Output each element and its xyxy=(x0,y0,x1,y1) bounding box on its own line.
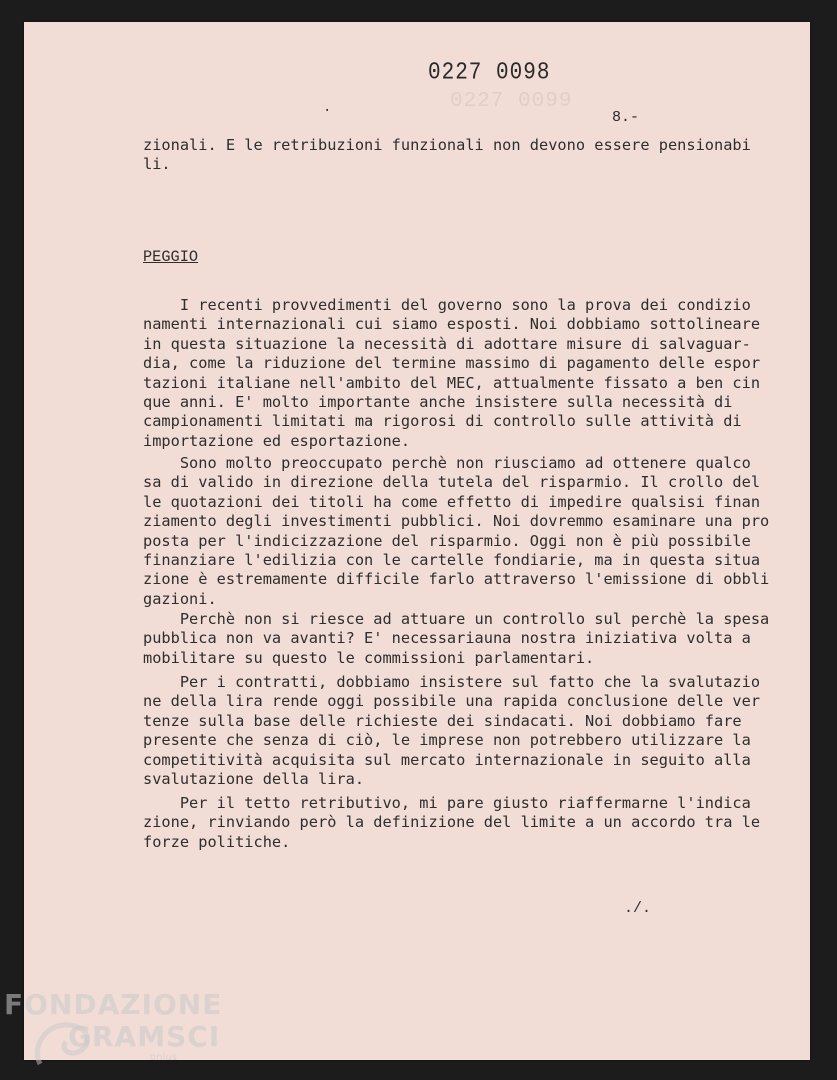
opening-lines: zionali. E le retribuzioni funzionali non devono essere pensionabi li. xyxy=(143,136,751,174)
paragraph-4: Per i contratti, dobbiamo insistere sul fatto che la svalutazio ne della lira rende oggi possibile una rapida conclusione delle ver tenze sulla base delle richieste dei sindacati. Noi dobbiamo fare presente che senza di ciò, le imprese non potrebbero utilizzare la competitività acquisita sul mercato internazionale in seguito alla svalutazione della lira. xyxy=(143,673,761,789)
section-heading: PEGGIO xyxy=(143,248,199,266)
watermark-line1: FONDAZIONE xyxy=(4,988,223,1021)
watermark-suffix: onlus xyxy=(150,1052,177,1063)
archive-stamp-number: 0227 0098 xyxy=(428,60,551,87)
watermark-logo xyxy=(0,984,230,1080)
page-mark-dot: . xyxy=(323,100,332,116)
paragraph-5: Per il tetto retributivo, mi pare giusto riaffermarne l'indica zione, rinviando però la definizione del limite a un accordo tra le forze politiche. xyxy=(143,794,761,851)
bleed-through-stamp: 0227 0099 xyxy=(450,90,573,113)
watermark-line2: GRAMSCI xyxy=(68,1020,221,1053)
paragraph-1: I recenti provvedimenti del governo sono la prova dei condizio namenti internazionali cui siamo esposti. Noi dobbiamo sottolineare in questa situazione la necessità di adottare misure di salvaguar- dia, come la riduzione del termine massimo di pagamento delle espor tazioni italiane nell'ambito del MEC, attualmente fissato a ben cin que anni. E' molto importante anche insistere sulla necessità di campionamenti limitati ma rigorosi di controllo sulle attività di importazione ed esportazione. xyxy=(143,296,761,450)
paragraph-3: Perchè non si riesce ad attuare un controllo sul perchè la spesa pubblica non va avanti? E' necessariauna nostra iniziativa volta a mobilitare su questo le commissioni parlamentari. xyxy=(143,610,770,667)
paragraph-2: Sono molto preoccupato perchè non riusciamo ad ottenere qualco sa di valido in direzione della tutela del risparmio. Il crollo del le quotazioni dei titoli ha come effetto di impedire qualsisi finan ziamento degli investimenti pubblici. Noi dovremmo esaminare una pro posta per l'indicizzazione del risparmio. Oggi non è più possibile finanziare l'edilizia con le cartelle fondiarie, ma in questa situa zione è estremamente difficile farlo attraverso l'emissione di obbli gazioni. xyxy=(143,454,770,608)
page-number: 8.- xyxy=(612,109,640,126)
end-mark: ./. xyxy=(624,900,652,917)
